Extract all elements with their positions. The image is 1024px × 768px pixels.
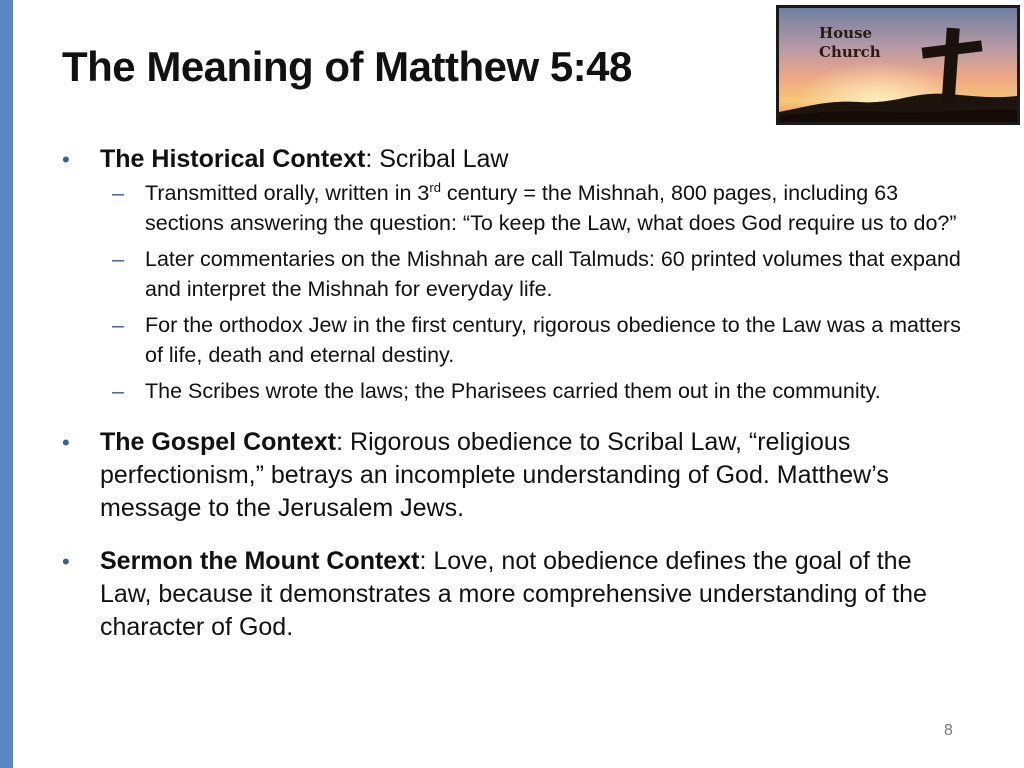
slide-content xyxy=(62,143,962,644)
dash-icon: – xyxy=(112,247,124,271)
slide-title: The Meaning of Matthew 5:48 xyxy=(62,43,632,90)
page-number: 8 xyxy=(944,722,953,739)
sub-bullet-text: The Scribes wrote the laws; the Pharisees carried them out in the community. xyxy=(145,379,881,403)
bullet-text: : Rigorous obedience to Scribal Law, “religious perfectionism,” betrays an incomplete understanding of God. Matthew’s message to the Jerusalem Jews. xyxy=(100,428,889,522)
bullet-text: : Scribal Law xyxy=(365,145,509,173)
logo-line-church: Church xyxy=(819,42,881,61)
dash-icon: – xyxy=(112,379,124,403)
bullet-sermon-mount-context xyxy=(62,545,962,644)
sunset-cross-icon xyxy=(779,8,1017,122)
sub-bullet-text-cont: century = the Mishnah, 800 pages, including 63 sections answering the question: “To keep the Law, what does God require us to do?” xyxy=(145,181,957,235)
dash-icon: – xyxy=(112,313,124,337)
bullet-icon: • xyxy=(62,430,70,455)
bullet-heading: Sermon the Mount Context xyxy=(100,547,420,575)
sub-bullet-text: Later commentaries on the Mishnah are call Talmuds: 60 printed volumes that expand and interpret the Mishnah for everyday life. xyxy=(145,247,961,301)
house-church-logo xyxy=(776,5,1020,125)
bullet-text: : Love, not obedience defines the goal of the Law, because it demonstrates a more comprehensive understanding of the character of God. xyxy=(100,547,927,641)
bullet-icon: • xyxy=(62,549,70,574)
sub-bullet-scribes xyxy=(100,376,962,406)
sub-bullet-list xyxy=(100,178,962,406)
bullet-gospel-context xyxy=(62,426,962,525)
bullet-heading: The Gospel Context xyxy=(100,428,337,456)
sub-bullet-mishnah xyxy=(100,178,962,238)
bullet-heading: The Historical Context xyxy=(100,145,366,173)
bullet-historical-context xyxy=(62,143,962,406)
sub-bullet-text: Transmitted orally, written in 3 xyxy=(145,181,430,205)
bullet-icon: • xyxy=(62,147,70,172)
logo-text xyxy=(819,24,881,62)
ordinal-suffix: rd xyxy=(429,180,441,195)
sub-bullet-talmuds xyxy=(100,244,962,304)
left-accent-bar xyxy=(0,0,13,768)
sub-bullet-orthodox-jew xyxy=(100,310,962,370)
dash-icon: – xyxy=(112,181,124,205)
logo-line-house: House xyxy=(819,24,873,42)
sub-bullet-text: For the orthodox Jew in the first century, rigorous obedience to the Law was a matters of life, death and eternal destiny. xyxy=(145,313,961,367)
